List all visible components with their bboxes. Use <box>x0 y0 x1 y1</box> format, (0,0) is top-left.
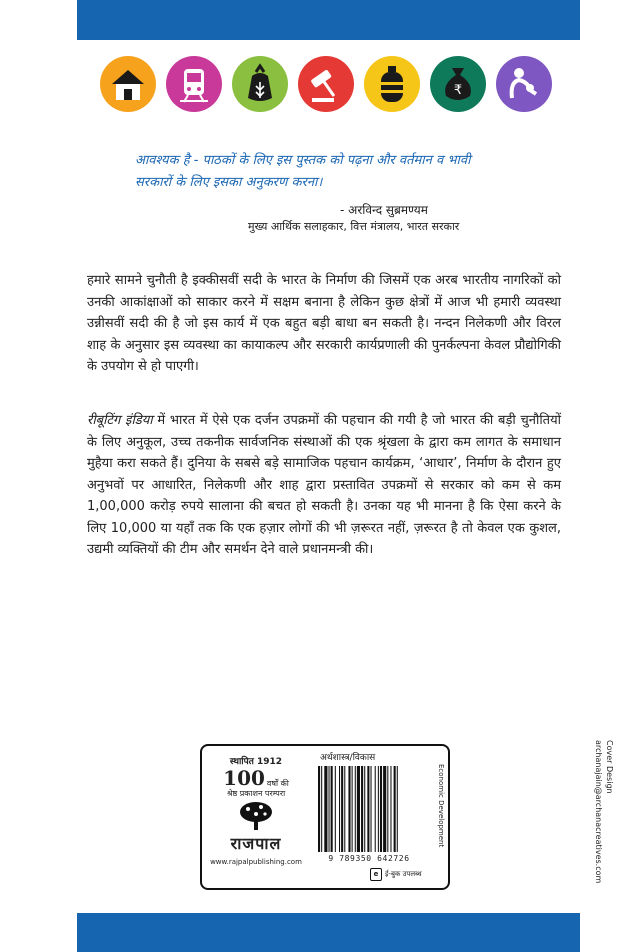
quote-author-title: मुख्य आर्थिक सलाहकार, वित्त मंत्रालय, भारत सरकार <box>248 220 460 233</box>
book-title-italic: रीबूटिंग इंडिया <box>87 413 153 428</box>
cover-design-credit <box>595 740 619 890</box>
ebook-icon: e <box>370 868 382 881</box>
cover-design-label: Cover Design <box>605 740 614 794</box>
quote-line-1: आवश्यक है - पाठकों के लिए इस पुस्तक को पढ़ना और वर्तमान व भावी <box>135 153 471 168</box>
isbn-digits: 9 789350 642726 <box>328 854 410 863</box>
gas-cylinder-icon <box>364 56 420 112</box>
barcode-block <box>310 750 430 884</box>
publisher-logo-text: राजपाल <box>230 834 282 853</box>
publisher-barcode-panel <box>200 744 450 890</box>
years-row <box>210 768 302 788</box>
blurb-paragraph-2 <box>87 410 561 561</box>
svg-text:₹: ₹ <box>453 83 463 98</box>
barcode-icon <box>316 766 424 852</box>
english-genre-vertical <box>434 764 446 874</box>
years-number: 100 <box>223 766 265 790</box>
cover-design-email: archanajain@archanacreatives.com <box>594 740 603 884</box>
endorsement-quote <box>135 150 535 194</box>
genre-label: अर्थशास्त्र/विकास <box>320 753 376 763</box>
publishing-tradition: श्रेष्ठ प्रकाशन परम्परा <box>226 789 286 798</box>
mother-child-icon <box>496 56 552 112</box>
years-suffix: वर्षों की <box>266 779 289 788</box>
publisher-estd: स्थापित 1912 <box>229 757 283 767</box>
money-bag-icon <box>430 56 486 112</box>
top-blue-band <box>77 0 580 40</box>
english-genre: Economic Development <box>437 764 445 848</box>
blurb-paragraph-1: हमारे सामने चुनौती है इक्कीसवीं सदी के भारत के निर्माण की जिसमें एक अरब भारतीय नागरिकों को उनकी आकांक्षाओं को साकार करने में सक्षम बनाना है लेकिन कुछ क्षेत्रों में आज भी हमारी व्यवस्था उन्नीसवीं सदी की है जो इस कार्य में एक बहुत बड़ी बाधा बन सकती है। नन्दन निलेकणी और विरल शाह के अनुसार इस व्यवस्था का कायाकल्प और सरकारी कार्यप्रणाली की पुनर्कल्पना केवल प्रौद्योगिकी के उपयोग से हो पाएगी। <box>87 273 561 374</box>
house-icon <box>100 56 156 112</box>
ebook-available <box>370 868 422 881</box>
quote-author: - अरविन्द सुब्रमण्यम <box>340 203 428 217</box>
ebook-label: ई-बुक उपलब्ध <box>385 870 422 878</box>
quote-line-2: सरकारों के लिए इसका अनुकरण करना। <box>135 175 323 190</box>
publisher-url: www.rajpalpublishing.com <box>210 858 302 866</box>
train-icon <box>166 56 222 112</box>
publisher-block <box>210 752 302 882</box>
icon-row <box>100 56 556 116</box>
grain-sack-icon <box>232 56 288 112</box>
gavel-icon <box>298 56 354 112</box>
tree-logo-icon <box>234 801 278 831</box>
blurb-paragraph-2-text: में भारत में ऐसे एक दर्जन उपक्रमों की पहचान की गयी है जो भारत की बड़ी चुनौतियों के लिए अनुकूल, उच्च तकनीक सार्वजनिक संस्थाओं की एक श्रृंखला के द्वारा कम लागत के समाधान मुहैया करा सकते हैं। दुनिया के सबसे बड़े सामाजिक पहचान कार्यक्रम, ‘आधार’, निर्माण के दौरान हुए अनुभवों पर आधारित, निलेकणी और शाह द्वारा प्रस्तावित उपक्रमों से सरकार को कम से कम 1,00,000 करोड़ रुपये सालाना की बचत हो सकती है। उनका यह भी मानना है कि ऐसा करने के लिए 10,000 या यहाँ तक कि एक हज़ार लोगों की भी ज़रूरत नहीं, ज़रूरत है तो केवल एक कुशल, उद्यमी व्यक्तियों की टीम और समर्थन देने वाले प्रधानमन्त्री की। <box>87 413 561 557</box>
bottom-blue-band <box>77 913 580 952</box>
